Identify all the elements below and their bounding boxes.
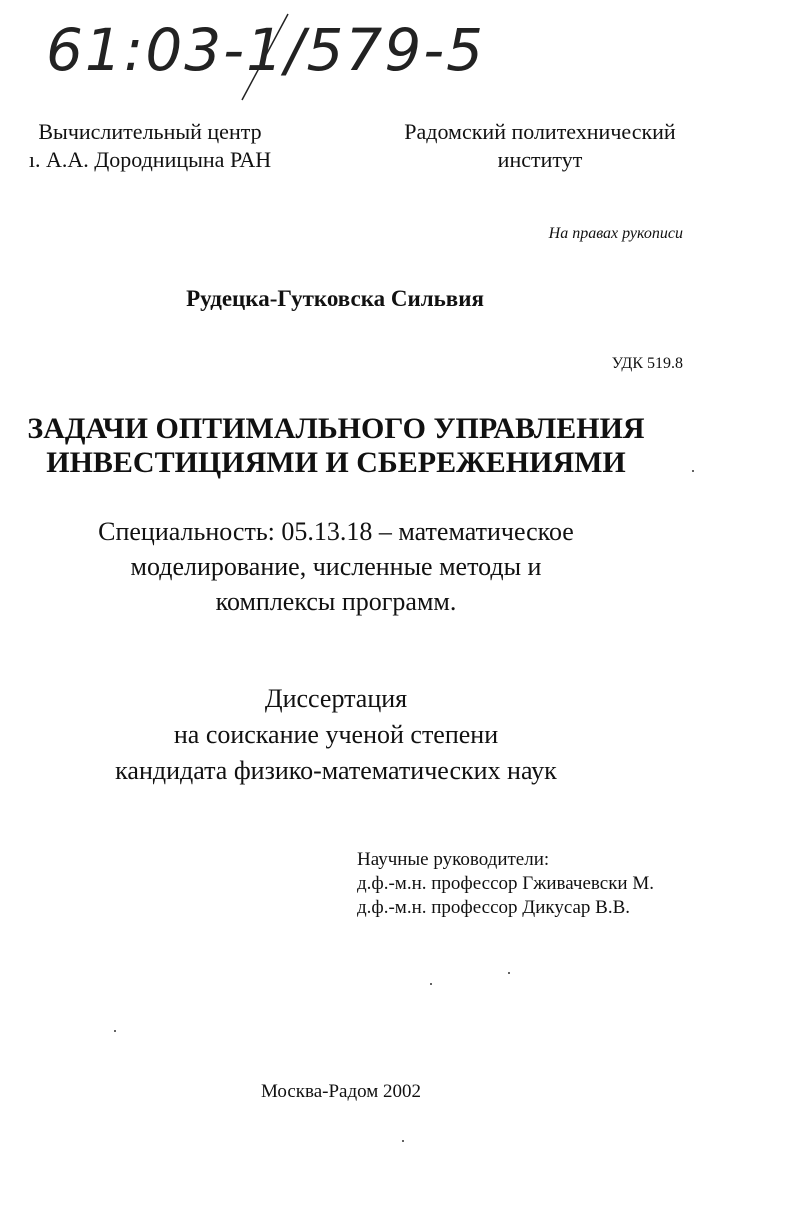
supervisors-heading: Научные руководители: (357, 849, 550, 870)
dissertation-line3: кандидата физико-математических наук (115, 756, 557, 785)
specialty-line2: моделирование, численные методы и (130, 552, 542, 581)
specialty-block (0, 514, 672, 619)
author-name: Рудецка-Гутковска Сильвия (186, 286, 484, 311)
scan-speck (508, 972, 510, 974)
specialty-line1: Специальность: 05.13.18 – математическое (98, 517, 574, 546)
org-right-line2: институт (497, 147, 583, 172)
organization-right (380, 118, 700, 174)
title-line1: ЗАДАЧИ ОПТИМАЛЬНОГО УПРАВЛЕНИЯ (27, 412, 645, 445)
handwritten-archive-code (40, 4, 580, 104)
supervisor-item: д.ф.-м.н. профессор Гживачевски М. (357, 873, 654, 894)
dissertation-degree-block (0, 681, 672, 789)
specialty-line3: комплексы программ. (215, 587, 457, 616)
scan-speck (114, 1030, 116, 1032)
dissertation-line2: на соискание ученой степени (173, 720, 499, 749)
supervisors-block (357, 848, 654, 920)
scan-speck (692, 470, 694, 472)
org-left-line2: ı. А.А. Дородницына РАН (28, 147, 272, 172)
org-left-line1: Вычислительный центр (38, 119, 262, 144)
rights-note: На правах рукописи (548, 225, 683, 242)
handwritten-code-text: 61:03-1/579-5 (46, 16, 486, 84)
organization-left (0, 118, 300, 174)
dissertation-title (0, 412, 672, 480)
handwritten-code-graphic (40, 4, 580, 104)
scan-speck (402, 1140, 404, 1142)
title-line2: ИНВЕСТИЦИЯМИ И СБЕРЕЖЕНИЯМИ (46, 446, 626, 479)
udk-code: УДК 519.8 (611, 355, 683, 372)
org-right-line1: Радомский политехнический (404, 119, 676, 144)
place-and-year: Москва-Радом 2002 (260, 1081, 422, 1102)
scan-speck (430, 983, 432, 985)
supervisor-item: д.ф.-м.н. профессор Дикусар В.В. (357, 897, 631, 918)
dissertation-line1: Диссертация (264, 684, 408, 713)
